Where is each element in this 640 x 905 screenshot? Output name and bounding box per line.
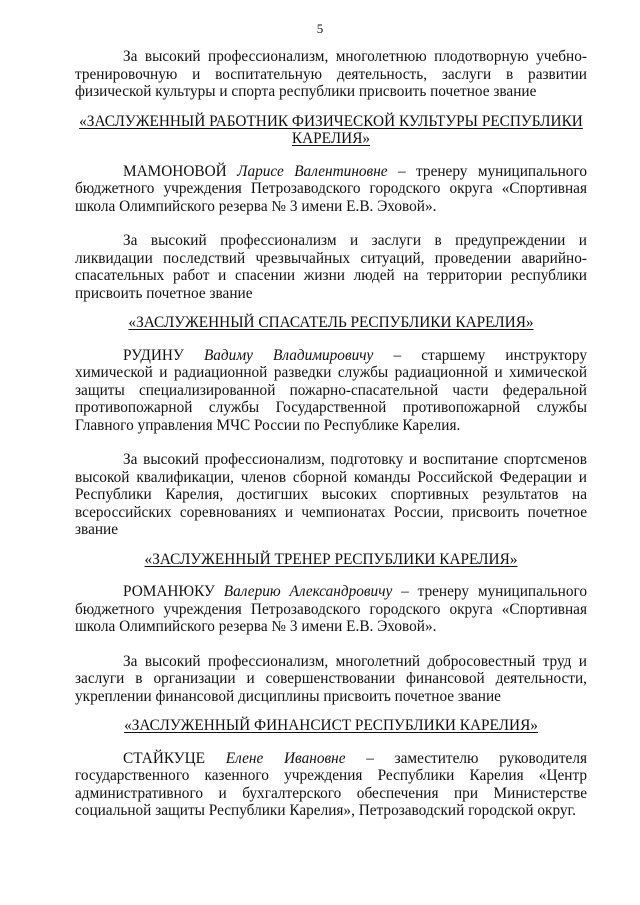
awardee-name: Елене Ивановне xyxy=(225,749,346,767)
awardee-name: Валерию Александровичу xyxy=(223,583,393,600)
awardee-surname: РУДИНУ xyxy=(123,346,184,364)
award-reason-paragraph: За высокий профессионализм, многолетнюю плодотворную учебно-тренировочную и воспитательную деятельность, заслуги в развитии физической культуры и спорта республики присвоить почетное звание xyxy=(75,48,587,100)
awardee-position: – тренеру муниципального бюджетного учреждения Петрозаводского городского округа «Спортивная школа Олимпийского резерва № 3 имени Е.В. Эховой». xyxy=(75,583,588,635)
awardee-position: – старшему инструктору химической и радиационной разведки службы радиационной и химической защиты специализированной пожарно-спасательной части федеральной противопожарной службы Государственной противопожарной службы Главного управления МЧС России по Республике Карелия. xyxy=(75,346,588,434)
honorary-title: «ЗАСЛУЖЕННЫЙ ТРЕНЕР РЕСПУБЛИКИ КАРЕЛИЯ» xyxy=(144,550,518,568)
awardee-surname: РОМАНЮКУ xyxy=(123,583,215,600)
award-reason-paragraph: За высокий профессионализм и заслуги в предупреждении и ликвидации последствий чрезвычайных ситуаций, проведении аварийно-спасательных работ и спасении жизни людей на территории республики присвоить почетное звание xyxy=(75,232,587,302)
awardee-position: – заместителю руководителя государственного казенного учреждения Республики Карелия «Центр административного и бухгалтерского обеспечения при Министерстве социальной защиты Республики Карелия», Петрозаводский городской округ. xyxy=(75,749,587,819)
awardee-paragraph xyxy=(75,163,587,216)
page-number: 5 xyxy=(316,21,324,36)
awardee-paragraph xyxy=(75,347,587,435)
honorary-title: «ЗАСЛУЖЕННЫЙ РАБОТНИК ФИЗИЧЕСКОЙ КУЛЬТУРЫ РЕСПУБЛИКИ КАРЕЛИЯ» xyxy=(79,112,583,147)
honorary-title: «ЗАСЛУЖЕННЫЙ СПАСАТЕЛЬ РЕСПУБЛИКИ КАРЕЛИЯ» xyxy=(128,314,534,331)
awardee-surname: СТАЙКУЦЕ xyxy=(123,749,205,767)
awardee-position: – тренеру муниципального бюджетного учреждения Петрозаводского городского округа «Спортивная школа Олимпийского резерва № 3 имени Е.В. Эховой». xyxy=(75,162,588,215)
awardee-name: Вадиму Владимировичу xyxy=(203,346,374,364)
awardee-name: Ларисе Валентиновне xyxy=(237,162,388,180)
awardee-paragraph xyxy=(75,750,587,820)
award-reason-paragraph: За высокий профессионализм, многолетний добросовестный труд и заслуги в организации и совершенствовании финансовой деятельности, укреплении финансовой дисциплины присвоить почетное звание xyxy=(75,652,587,705)
awardee-surname: МАМОНОВОЙ xyxy=(123,162,227,180)
awardee-paragraph xyxy=(75,583,587,636)
document-body xyxy=(75,48,587,820)
award-reason-paragraph: За высокий профессионализм, подготовку и воспитание спортсменов высокой квалификации, членов сборной команды Российской Федерации и Республики Карелия, достигших высоких спортивных результатов на всероссийских соревнованиях и чемпионатах России, присвоить почетное звание xyxy=(75,451,587,538)
honorary-title: «ЗАСЛУЖЕННЫЙ ФИНАНСИСТ РЕСПУБЛИКИ КАРЕЛИЯ» xyxy=(124,717,538,734)
